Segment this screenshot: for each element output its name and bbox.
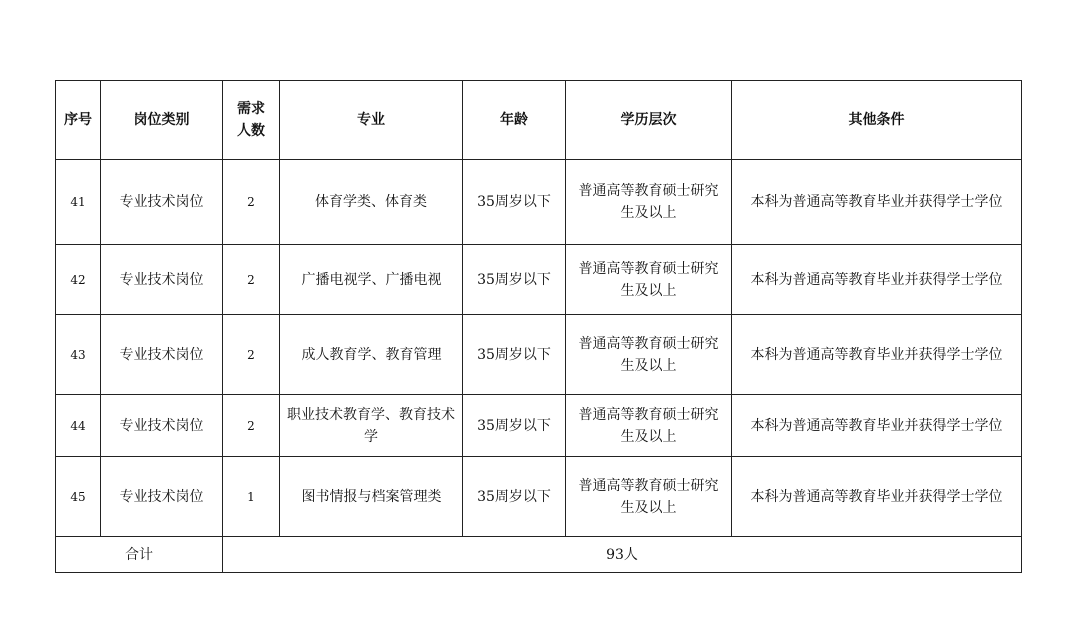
header-count: 需求人数	[223, 81, 280, 160]
row-age: 35周岁以下	[463, 457, 566, 537]
row-count: 1	[223, 457, 280, 537]
row-major: 广播电视学、广播电视	[280, 245, 463, 315]
row-major: 体育学类、体育类	[280, 160, 463, 245]
row-count: 2	[223, 395, 280, 457]
row-age: 35周岁以下	[463, 395, 566, 457]
row-category: 专业技术岗位	[101, 160, 223, 245]
header-other: 其他条件	[732, 81, 1022, 160]
row-major: 职业技术教育学、教育技术学	[280, 395, 463, 457]
total-row	[56, 537, 1022, 573]
header-major: 专业	[280, 81, 463, 160]
row-age: 35周岁以下	[463, 160, 566, 245]
header-index: 序号	[56, 81, 101, 160]
row-major: 成人教育学、教育管理	[280, 315, 463, 395]
row-age: 35周岁以下	[463, 245, 566, 315]
row-education: 普通高等教育硕士研究生及以上	[566, 315, 732, 395]
row-index: 44	[56, 395, 101, 457]
row-index: 43	[56, 315, 101, 395]
header-education: 学历层次	[566, 81, 732, 160]
header-age: 年龄	[463, 81, 566, 160]
row-count: 2	[223, 315, 280, 395]
total-value: 93人	[223, 537, 1022, 573]
row-category: 专业技术岗位	[101, 457, 223, 537]
row-other: 本科为普通高等教育毕业并获得学士学位	[732, 245, 1022, 315]
table-row	[56, 315, 1022, 395]
table-row	[56, 457, 1022, 537]
table-header-row	[56, 81, 1022, 160]
row-index: 45	[56, 457, 101, 537]
row-index: 42	[56, 245, 101, 315]
row-other: 本科为普通高等教育毕业并获得学士学位	[732, 160, 1022, 245]
row-category: 专业技术岗位	[101, 395, 223, 457]
row-count: 2	[223, 245, 280, 315]
total-label: 合计	[56, 537, 223, 573]
row-age: 35周岁以下	[463, 315, 566, 395]
row-education: 普通高等教育硕士研究生及以上	[566, 457, 732, 537]
row-education: 普通高等教育硕士研究生及以上	[566, 395, 732, 457]
table-row	[56, 245, 1022, 315]
row-education: 普通高等教育硕士研究生及以上	[566, 245, 732, 315]
table-row	[56, 395, 1022, 457]
row-index: 41	[56, 160, 101, 245]
row-other: 本科为普通高等教育毕业并获得学士学位	[732, 457, 1022, 537]
row-other: 本科为普通高等教育毕业并获得学士学位	[732, 395, 1022, 457]
positions-table	[55, 80, 1022, 573]
row-count: 2	[223, 160, 280, 245]
row-other: 本科为普通高等教育毕业并获得学士学位	[732, 315, 1022, 395]
table-row	[56, 160, 1022, 245]
row-major: 图书情报与档案管理类	[280, 457, 463, 537]
row-category: 专业技术岗位	[101, 315, 223, 395]
row-education: 普通高等教育硕士研究生及以上	[566, 160, 732, 245]
row-category: 专业技术岗位	[101, 245, 223, 315]
header-category: 岗位类别	[101, 81, 223, 160]
